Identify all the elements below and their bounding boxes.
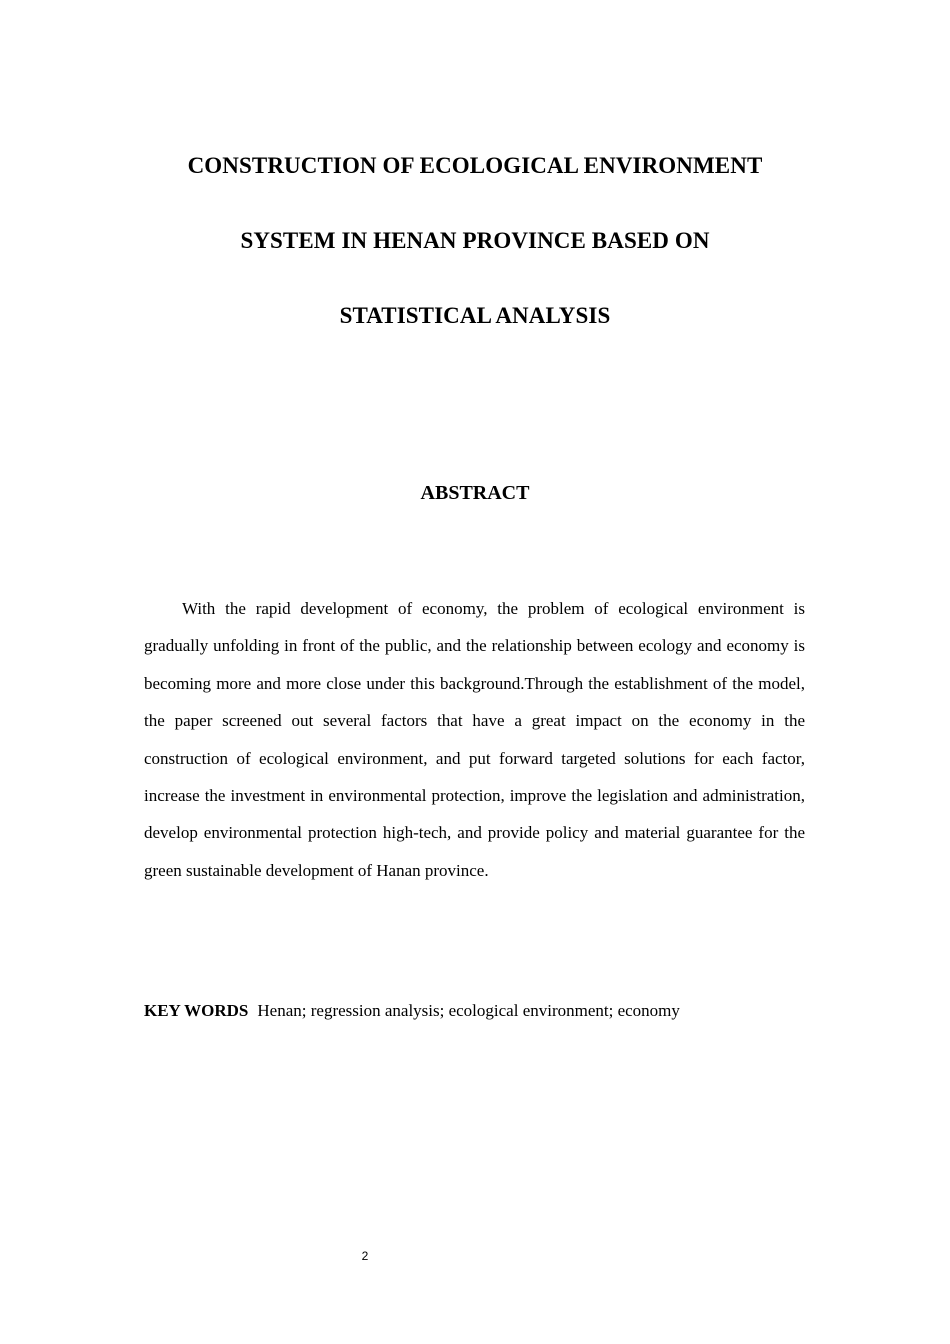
title-line-1: CONSTRUCTION OF ECOLOGICAL ENVIRONMENT bbox=[187, 153, 763, 178]
keywords-label: KEY WORDS bbox=[144, 1001, 249, 1020]
page-number: 2 bbox=[361, 1249, 369, 1263]
keywords-text: Henan; regression analysis; ecological environment; economy bbox=[257, 1001, 680, 1020]
abstract-heading: ABSTRACT bbox=[420, 482, 530, 504]
title-line-2: SYSTEM IN HENAN PROVINCE BASED ON bbox=[240, 228, 710, 253]
abstract-body: With the rapid development of economy, the problem of ecological environment is gradually unfolding in front of the public, and the relationship between ecology and economy is becoming more and more close under this background.Through the establishment of the model, the paper screened out several factors that have a great impact on the economy in the construction of ecological environment, and put forward targeted solutions for each factor, increase the investment in environmental protection, improve the legislation and administration, develop environmental protection high-tech, and provide policy and material guarantee for the green sustainable development of Hanan province. bbox=[144, 599, 805, 880]
keywords-line bbox=[144, 998, 805, 1024]
paper-title bbox=[0, 128, 950, 353]
title-line-3: STATISTICAL ANALYSIS bbox=[339, 303, 611, 328]
